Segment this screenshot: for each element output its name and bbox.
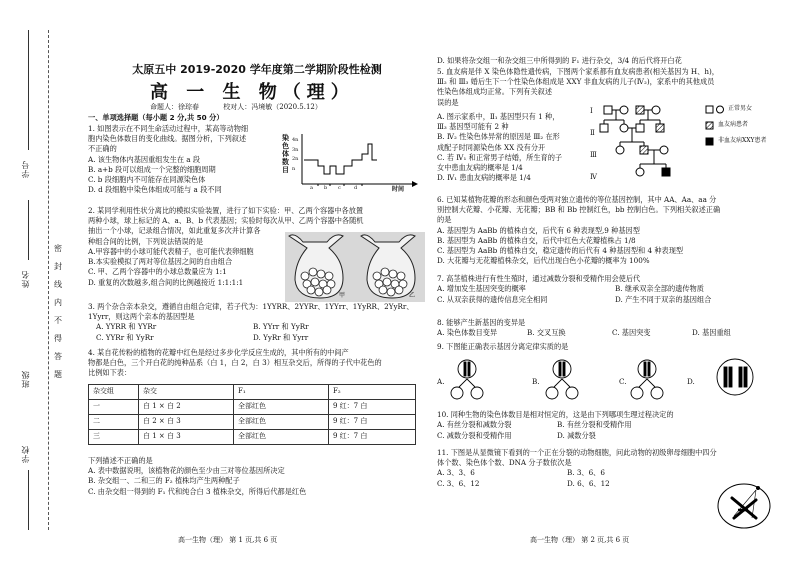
- q3-stem-line: 1Yyrr，则这两个亲本的基因型是: [88, 312, 195, 322]
- q2-bags-svg: [285, 232, 425, 302]
- binding-warning-char: 题: [54, 370, 62, 379]
- q11-option-b: B. 3、6、6: [567, 468, 605, 478]
- q11-option-c: C. 3、6、12: [437, 479, 480, 489]
- q2-bags-figure: [285, 232, 425, 302]
- q4-option-a: A. 表中数据说明，该植物花的颜色至少由三对等位基因所决定: [88, 466, 285, 476]
- footer-right: 高一生物（理） 第 2 页,共 6 页: [530, 536, 630, 544]
- name-line: [28, 200, 29, 260]
- section-title: 一、单项选择题（每小题 2 分,共 50 分）: [88, 113, 224, 122]
- bag-jia-label: 甲: [339, 292, 346, 299]
- q1-ytick: n: [292, 165, 296, 172]
- binding-warning-char: 线: [54, 280, 62, 289]
- q5-option-d: D. Ⅳ₁ 患血友病的概率是 1/4: [437, 173, 531, 183]
- q10-options: [437, 420, 779, 442]
- q5-option-b-cont: 成配子时同源染色体 XX 没有分开: [437, 142, 546, 152]
- question-6: [437, 195, 779, 267]
- q10-option-d: D. 减数分裂: [557, 431, 596, 441]
- q4-option-b: B. 杂交组一、二和三的 F₂ 植株均产生两种配子: [88, 476, 240, 486]
- student-id-line: [28, 30, 29, 150]
- q8-option-b: B. 交叉互换: [527, 328, 566, 338]
- binding-warning-char: 内: [54, 298, 62, 307]
- q5-stem-line: 5. 血友病是伴 X 染色体隐性遗传病，下图两个家系都有血友病患者(相关基因为 H、h)，: [437, 67, 719, 76]
- footer-left: 高一生物（理） 第 1 页,共 6 页: [178, 536, 278, 544]
- q7-option-d: D. 产生不同于双亲的基因组合: [615, 295, 712, 305]
- q1-ytick: 4n: [292, 137, 299, 143]
- table-cell: 全部红色: [234, 430, 329, 445]
- q4-stem-line: 物都是白色，三个开白花的纯种品系（白 1，白 2，白 3）相互杂交后，所得的子代中花色的: [88, 358, 382, 368]
- table-header-cell: F₂: [329, 385, 416, 400]
- q5-options: [437, 112, 587, 184]
- table-cell: 白 1 × 白 3: [139, 430, 234, 445]
- q1-stem-line: 胞内染色体数目的变化曲线。据图分析，下列叙述: [88, 134, 247, 144]
- q10-option-c: C. 减数分裂和受精作用: [437, 431, 512, 441]
- q9-option-a: A.: [437, 377, 445, 386]
- q11-cell-svg: [712, 476, 776, 532]
- q5-option-a-cont: Ⅲ₃ 基因型可能有 2 种: [437, 122, 509, 132]
- q7-options: [437, 284, 779, 306]
- table-cell: 白 2 × 白 3: [139, 415, 234, 430]
- q2-stem-line: 两种小球，球上标记的 A、a、B、b 代表基因；实验时每次从甲、乙两个容器中各随机: [88, 216, 364, 226]
- q6-stem-line: 6. 已知某植物花瓣的形态和颜色受两对独立遗传的等位基因控制，其中 AA、Aa、aa 分: [437, 195, 717, 204]
- q9-option-d: D.: [687, 377, 695, 386]
- q8-stem: 8. 能够产生新基因的变异是: [437, 318, 526, 327]
- binding-warning-char: 密: [54, 244, 62, 253]
- q10-option-b: B. 有丝分裂和受精作用: [557, 420, 632, 430]
- q4-option-d: D. 如果将杂交组一和杂交组三中所得到的 F₁ 进行杂交，3/4 的后代将开白花: [437, 56, 682, 65]
- bag-yi-label: 乙: [409, 292, 416, 299]
- q1-seg: d: [354, 185, 358, 191]
- q2-option-b: B.本实验模拟了两对等位基因之间的自由组合: [88, 257, 233, 267]
- q6-option-d: D. 大花瓣与无花瓣植株杂交，后代出现白色小花瓣的概率为 100%: [437, 256, 650, 266]
- q3-option-c: C. YYRr 和 YyRr: [96, 333, 154, 343]
- q1-chart-xlabel: 时间: [392, 186, 405, 193]
- q2-option-a: A.甲容器中的小球可能代表精子，也可能代表卵细胞: [88, 246, 254, 256]
- q1-stem-line: 不正确的: [88, 144, 117, 154]
- gen-label: Ⅲ: [590, 151, 597, 159]
- subject-title: 高 一 生 物（理）: [150, 82, 355, 103]
- q9-option-b: B.: [532, 377, 540, 386]
- gen-label: Ⅱ: [590, 129, 595, 137]
- q2-stem-line: 2. 某同学利用性状分离比的模拟实验装置，进行了如下实验：甲、乙两个容器中各放置: [88, 206, 364, 215]
- q9-svg: [437, 355, 779, 405]
- q1-seg: a: [310, 185, 313, 191]
- q4-stem-line: 比例如下表：: [88, 368, 132, 378]
- class-label: 班级: [21, 370, 30, 388]
- table-cell: 一: [89, 400, 139, 415]
- question-1: [88, 124, 278, 196]
- q5-option-b: B. Ⅳ₂ 性染色体异常的原因是 Ⅲ₂ 在形: [437, 132, 560, 142]
- q1-option-a: A. 该生物体内基因重组发生在 a 段: [88, 154, 201, 164]
- q4-after: [88, 456, 433, 497]
- q5-stem-line: 性染色体组成均正常。下列有关叙述: [437, 87, 553, 97]
- q8-option-d: D. 基因重组: [692, 328, 731, 338]
- table-row: [89, 415, 416, 430]
- table-header-row: [89, 385, 416, 400]
- table-row: [89, 400, 416, 415]
- q4-option-c: C. 由杂交组一得到的 F₁ 代和纯合白 3 植株杂交，所得后代都是红色: [88, 486, 307, 496]
- q6-stem-line: 的是: [437, 215, 452, 225]
- gen-label: Ⅳ: [590, 173, 597, 181]
- reviewer: 校对人：冯境敏（2020.5.12）: [223, 103, 322, 111]
- q9-option-c: C.: [619, 377, 627, 386]
- question-7: [437, 274, 779, 306]
- school-title: 太原五中 2019-2020 学年度第二学期阶段性检测: [132, 63, 382, 76]
- q3-option-d: D. YyRr 和 Yyrr: [253, 333, 309, 343]
- q2-stem-line: 抽出一个小球，记录组合情况，如此重复多次并计算各: [88, 226, 261, 236]
- q6-option-b: B. 基因型为 AaBb 的植株自交，后代中红色大花瓣植株占 1/8: [437, 235, 636, 245]
- table-header-cell: 杂交组: [89, 385, 139, 400]
- q7-option-b: B. 继承双亲全部的遗传物质: [615, 284, 704, 294]
- q3-option-a: A. YYRR 和 YYRr: [96, 322, 157, 332]
- table-row: [89, 430, 416, 445]
- table-cell: 9 红：7 白: [329, 415, 416, 430]
- question-10: [437, 410, 779, 442]
- q5-option-a: A. 图示家系中，Ⅱ₁ 基因型只有 1 种，: [437, 112, 560, 121]
- q3-stem-line: 3. 两个杂合亲本杂交，遵循自由组合定律，若子代为：1YYRR、2YYRr、1YYrr、1YyRR、2YyRr、: [88, 302, 414, 311]
- q1-option-c: C. b 段细胞内不可能存在同源染色体: [88, 175, 206, 185]
- q5-pedigree: [590, 100, 780, 192]
- student-id-label: 学号: [21, 160, 30, 178]
- binding-warning-char: 不: [54, 316, 62, 325]
- q1-seg: b: [324, 185, 328, 191]
- legend-xxy: 非血友病XXY患者: [718, 137, 767, 144]
- q5-option-c: C. 若 Ⅳ₁ 和正常男子结婚，所生育的子: [437, 152, 563, 162]
- question-4: [88, 348, 433, 379]
- table-cell: 二: [89, 415, 139, 430]
- q10-option-a: A. 有丝分裂和减数分裂: [437, 420, 512, 430]
- legend-normal: 正常男女: [728, 105, 753, 112]
- q3-options: [88, 322, 428, 344]
- binding-warning-char: 答: [54, 352, 62, 361]
- question-8: [437, 318, 779, 339]
- table-header-cell: 杂交: [139, 385, 234, 400]
- q2-option-d: D. 重复的次数越多,组合间的比例越接近 1:1:1:1: [88, 277, 244, 287]
- table-cell: 三: [89, 430, 139, 445]
- binding-warning-char: 得: [54, 334, 62, 343]
- q8-option-a: A. 染色体数目变异: [437, 328, 498, 338]
- exam-meta: [150, 103, 410, 113]
- table-header-cell: F₁: [234, 385, 329, 400]
- q11-option-a: A. 3、3、6: [437, 468, 475, 478]
- q6-option-a: A. 基因型为 AaBb 的植株自交，后代有 6 种表现型,9 种基因型: [437, 225, 640, 235]
- q11-option-d: D. 6、6、12: [567, 479, 610, 489]
- q1-ytick: 3n: [292, 146, 299, 153]
- q7-stem: 7. 高茎植株进行有性生殖时，通过减数分裂和受精作用会使后代: [437, 274, 641, 283]
- q4-after-text: 下列描述不正确的是: [88, 456, 153, 465]
- q2-stem-line: 种组合间的比例，下列说法错误的是: [88, 236, 204, 246]
- table-cell: 9 红：7 白: [329, 430, 416, 445]
- q3-option-b: B. YYrr 和 YyRr: [253, 322, 309, 332]
- q9-figure: [437, 355, 779, 405]
- q11-cell-figure: [712, 476, 776, 532]
- q4-stem-line: 4. 某自花传粉的植物的花瓣中红色是经过多步化学反应生成的，其中所有的中间产: [88, 348, 349, 357]
- question-3: [88, 302, 428, 344]
- q7-option-a: A. 增加发生基因突变的概率: [437, 284, 526, 294]
- binding-warning: [52, 240, 64, 384]
- table-cell: 全部红色: [234, 400, 329, 415]
- q8-options: [437, 328, 779, 339]
- q10-stem: 10. 同种生物的染色体数目是相对恒定的，这是由下列哪项生理过程决定的: [437, 410, 674, 419]
- q1-chromosome-chart: [282, 128, 422, 196]
- q2-option-c: C. 甲、乙两个容器中的小球总数量应为 1:1: [88, 267, 227, 277]
- q1-ytick: 2n: [292, 156, 299, 162]
- q1-option-d: D. d 段细胞中染色体组成可能与 a 段不同: [88, 185, 222, 195]
- q5-pedigree-svg: [590, 100, 780, 192]
- binding-warning-char: 封: [54, 262, 62, 271]
- q6-option-c: C. 基因型为 AaBb 的植株自交，稳定遗传的后代有 4 种基因型和 4 种表现型: [437, 246, 684, 256]
- table-cell: 全部红色: [234, 415, 329, 430]
- q8-option-c: C. 基因突变: [612, 328, 651, 338]
- binding-margin: [0, 0, 80, 561]
- q7-option-c: C. 从双亲获得的遗传信息完全相同: [437, 295, 548, 305]
- author: 命题人：徐琮春: [150, 103, 199, 111]
- q5-option-c-cont: 女中患血友病的概率是 1/4: [437, 163, 523, 173]
- table-cell: 白 1 × 白 2: [139, 400, 234, 415]
- table-cell: 9 红：7 白: [329, 400, 416, 415]
- binding-dashed-line: [48, 30, 49, 530]
- q5-stem-line: 误的是: [437, 97, 459, 107]
- q11-stem-line: 11. 下图是从显微镜下看到的一个正在分裂的动物细胞，问此动物的初级卵母细胞中四分: [437, 448, 717, 457]
- q1-stem-line: 1. 如图表示在不同生命活动过程中，某高等动物细: [88, 124, 249, 133]
- gen-label: Ⅰ: [590, 107, 593, 115]
- q1-chart-ylabel: 染色体数目: [282, 133, 289, 174]
- q1-option-b: B. a+b 段可以组成一个完整的细胞周期: [88, 164, 216, 174]
- q5-stem-line: Ⅲ₂ 和 Ⅲ₃ 婚后生下一个性染色体组成是 XXY 非血友病的儿子(Ⅳ₂)，家系中的其他成员: [437, 77, 715, 87]
- question-9-stem: 9. 下图能正确表示基因分离定律实质的是: [437, 342, 569, 351]
- school-label: 学校: [21, 445, 30, 463]
- q1-seg: c: [338, 185, 341, 191]
- legend-hemophilia: 血友病患者: [718, 121, 749, 128]
- school-line: [28, 470, 29, 530]
- q6-stem-line: 别控制大花瓣、小花瓣、无花瓣；BB 和 Bb 控制红色，bb 控制白色。下列相关叙述正确: [437, 205, 721, 215]
- name-label: 姓名: [21, 270, 30, 288]
- q4-cross-table: [88, 384, 416, 445]
- q11-stem-line: 体个数、染色体个数、DNA 分子数依次是: [437, 458, 572, 468]
